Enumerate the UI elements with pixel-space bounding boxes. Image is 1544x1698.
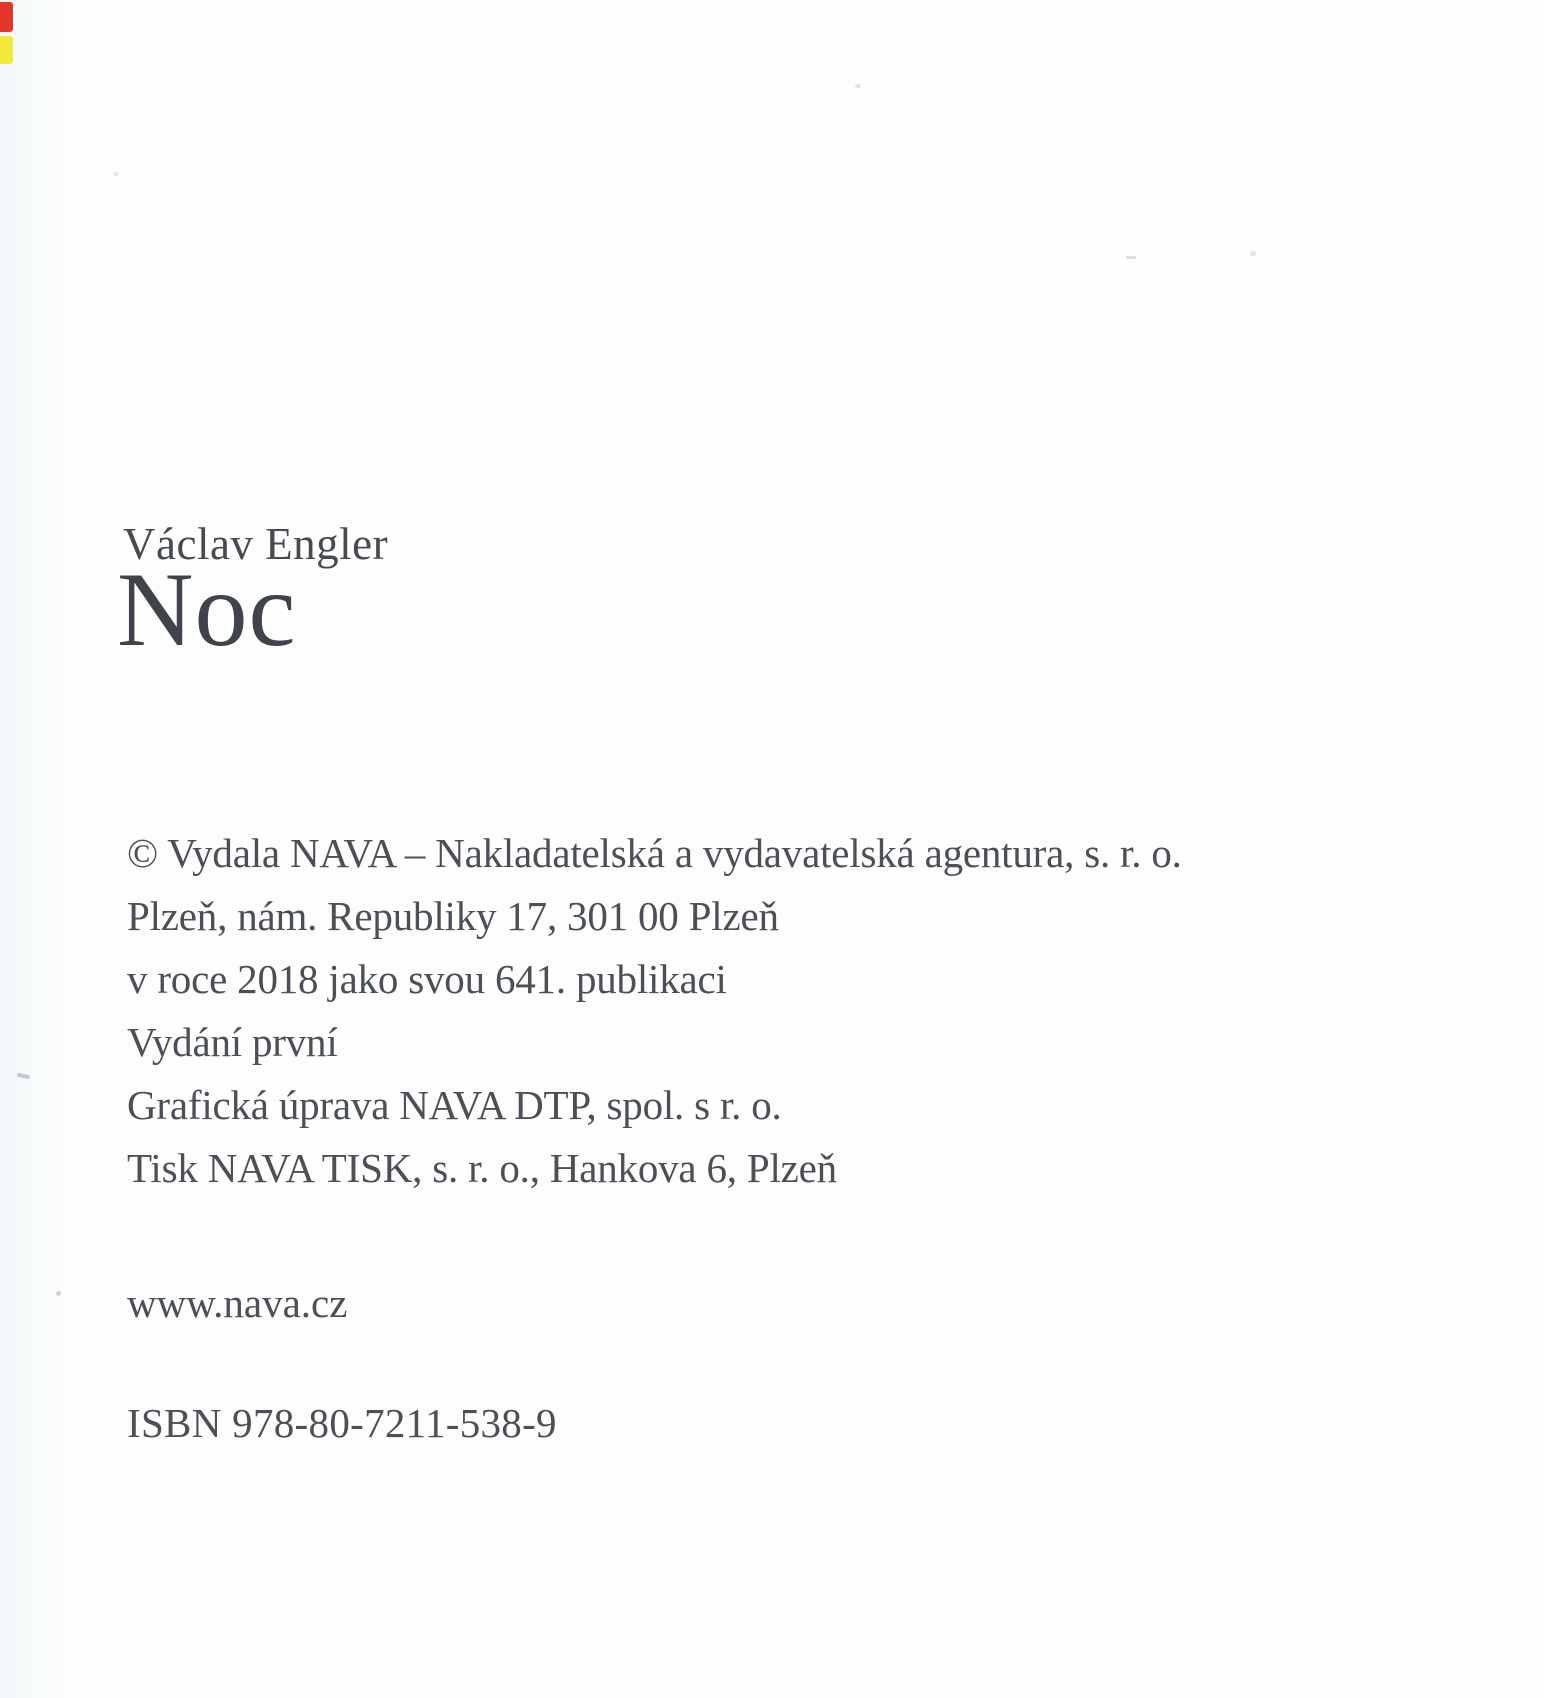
colophon-line-year-publication: v roce 2018 jako svou 641. publikaci <box>127 956 727 1002</box>
book-title: Noc <box>117 551 297 668</box>
scan-edge-tint <box>0 0 70 1698</box>
colophon-line-publisher: © Vydala NAVA – Nakladatelská a vydavatelská agentura, s. r. o. <box>127 830 1182 876</box>
scan-calibration-mark-yellow <box>0 36 13 64</box>
scan-speck <box>1250 251 1256 256</box>
scan-calibration-mark-red <box>0 2 13 32</box>
colophon-line-printer: Tisk NAVA TISK, s. r. o., Hankova 6, Plzeň <box>127 1145 837 1191</box>
scan-speck <box>56 1291 61 1296</box>
book-author: Václav Engler <box>123 519 389 569</box>
publisher-website: www.nava.cz <box>127 1280 348 1326</box>
scan-speck <box>17 1073 31 1080</box>
scan-speck <box>113 172 119 176</box>
colophon-line-address: Plzeň, nám. Republiky 17, 301 00 Plzeň <box>127 893 779 939</box>
scan-speck <box>855 84 861 88</box>
colophon-line-edition: Vydání první <box>127 1019 338 1065</box>
isbn-number: ISBN 978-80-7211-538-9 <box>127 1400 557 1446</box>
colophon-block <box>127 822 1182 1200</box>
colophon-line-layout: Grafická úprava NAVA DTP, spol. s r. o. <box>127 1082 782 1128</box>
scan-speck <box>1126 256 1136 259</box>
